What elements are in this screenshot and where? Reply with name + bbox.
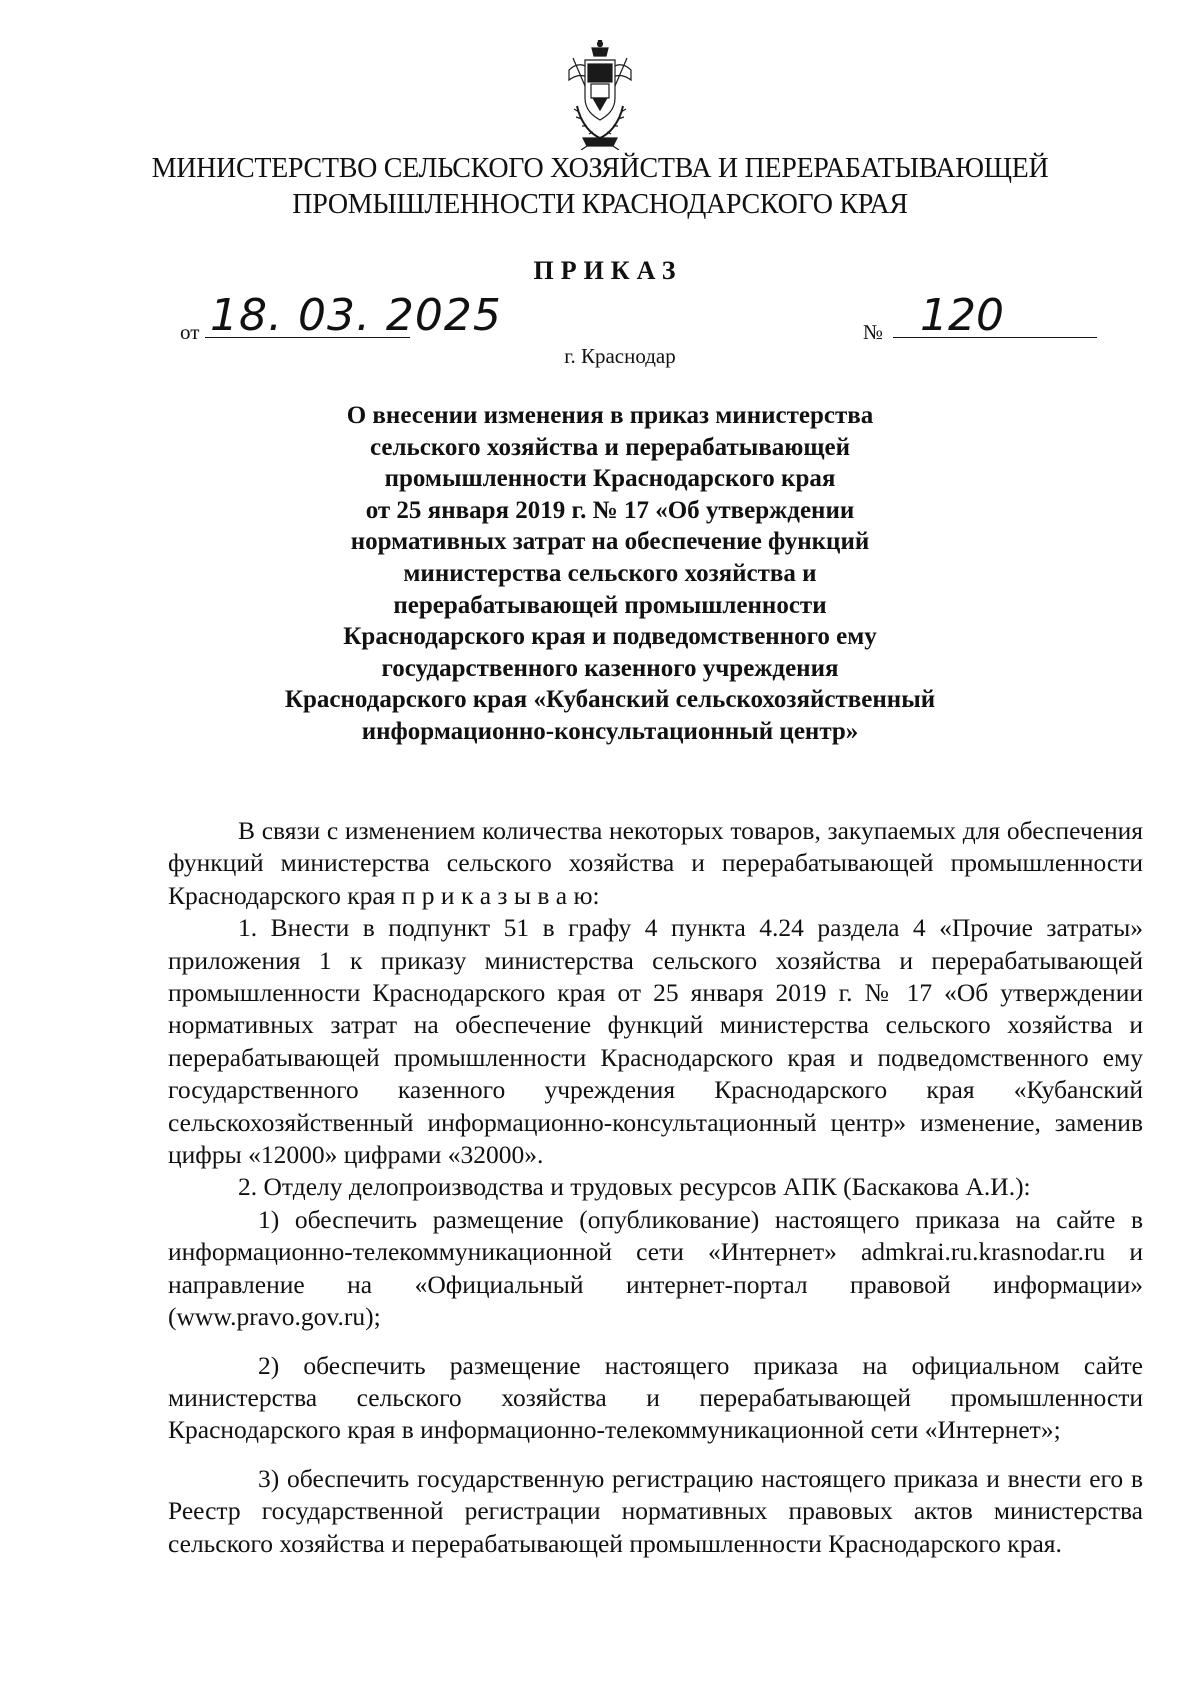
heading-line: Краснодарского края и подведомственного ему	[343, 623, 877, 651]
heading-line: от 25 января 2019 г. № 17 «Об утверждении	[365, 496, 855, 524]
heading-line: Краснодарского края «Кубанский сельскохозяйственный	[284, 686, 936, 714]
number-underline	[893, 337, 1097, 338]
item-2-3-paragraph: 3) обеспечить государственную регистрацию настоящего приказа и внести его в Реестр государственной регистрации нормативных правовых актов министерства сельского хозяйства и перерабатывающей промышленности Краснодарского края.	[168, 1463, 1143, 1558]
heading-line: информационно-консультационный центр»	[361, 717, 859, 745]
document-type-title: ПРИКАЗ	[533, 256, 683, 285]
handwritten-number: 120	[920, 290, 1004, 341]
item-1-paragraph: 1. Внести в подпункт 51 в графу 4 пункта 4.24 раздела 4 «Прочие затраты» приложения 1 к приказу министерства сельского хозяйства и перерабатывающей промышленности Краснодарского края от 25 января 2019 г. № 17 «Об утверждении нормативных затрат на обеспечение функций министерства сельского хозяйства и перерабатывающей промышленности Краснодарского края и подведомственного ему государственного казенного учреждения Краснодарского края «Кубанский сельскохозяйственный информационно-консультационный центр» изменение, заменив цифры «12000» цифрами «32000».	[168, 913, 1143, 1170]
heading-line: промышленности Краснодарского края	[384, 465, 836, 493]
coat-of-arms-icon	[563, 40, 637, 150]
city: г. Краснодар	[564, 344, 676, 368]
item-2-1-paragraph: 1) обеспечить размещение (опубликование) настоящего приказа на сайте в информационно-телекоммуникационной сети «Интернет» admkrai.ru.krasnodar.ru и направление на «Официальный интернет-портал правовой информации» (www.pravo.gov.ru);	[168, 1204, 1143, 1332]
handwritten-date: 18. 03. 2025	[210, 290, 502, 341]
item-2-paragraph: 2. Отделу делопроизводства и трудовых ресурсов АПК (Баскакова А.И.):	[238, 1172, 1031, 1202]
heading-line: перерабатывающей промышленности	[393, 591, 827, 619]
date-prefix: от	[180, 320, 200, 344]
ministry-name-line-1: МИНИСТЕРСТВО СЕЛЬСКОГО ХОЗЯЙСТВА И ПЕРЕРАБАТЫВАЮЩЕЙ	[151, 153, 1049, 184]
number-prefix: №	[863, 320, 884, 344]
heading-line: нормативных затрат на обеспечение функций	[350, 528, 870, 556]
heading-line: О внесении изменения в приказ министерства	[346, 402, 874, 429]
order-heading	[200, 400, 1020, 748]
intro-paragraph: В связи с изменением количества некоторых товаров, закупаемых для обеспечения функций министерства сельского хозяйства и перерабатывающей промышленности Краснодарского края п р и к а з ы в а ю:	[168, 816, 1143, 910]
order-body	[168, 815, 1143, 1560]
heading-line: сельского хозяйства и перерабатывающей	[370, 433, 850, 461]
heading-line: министерства сельского хозяйства и	[403, 559, 817, 587]
date-underline	[205, 337, 410, 338]
item-2-2-paragraph: 2) обеспечить размещение настоящего приказа на официальном сайте министерства сельского хозяйства и перерабатывающей промышленности Краснодарского края в информационно-телекоммуникационной сети «Интернет»;	[168, 1350, 1143, 1445]
ministry-name-line-2: ПРОМЫШЛЕННОСТИ КРАСНОДАРСКОГО КРАЯ	[292, 189, 908, 220]
heading-line: государственного казенного учреждения	[381, 654, 839, 682]
